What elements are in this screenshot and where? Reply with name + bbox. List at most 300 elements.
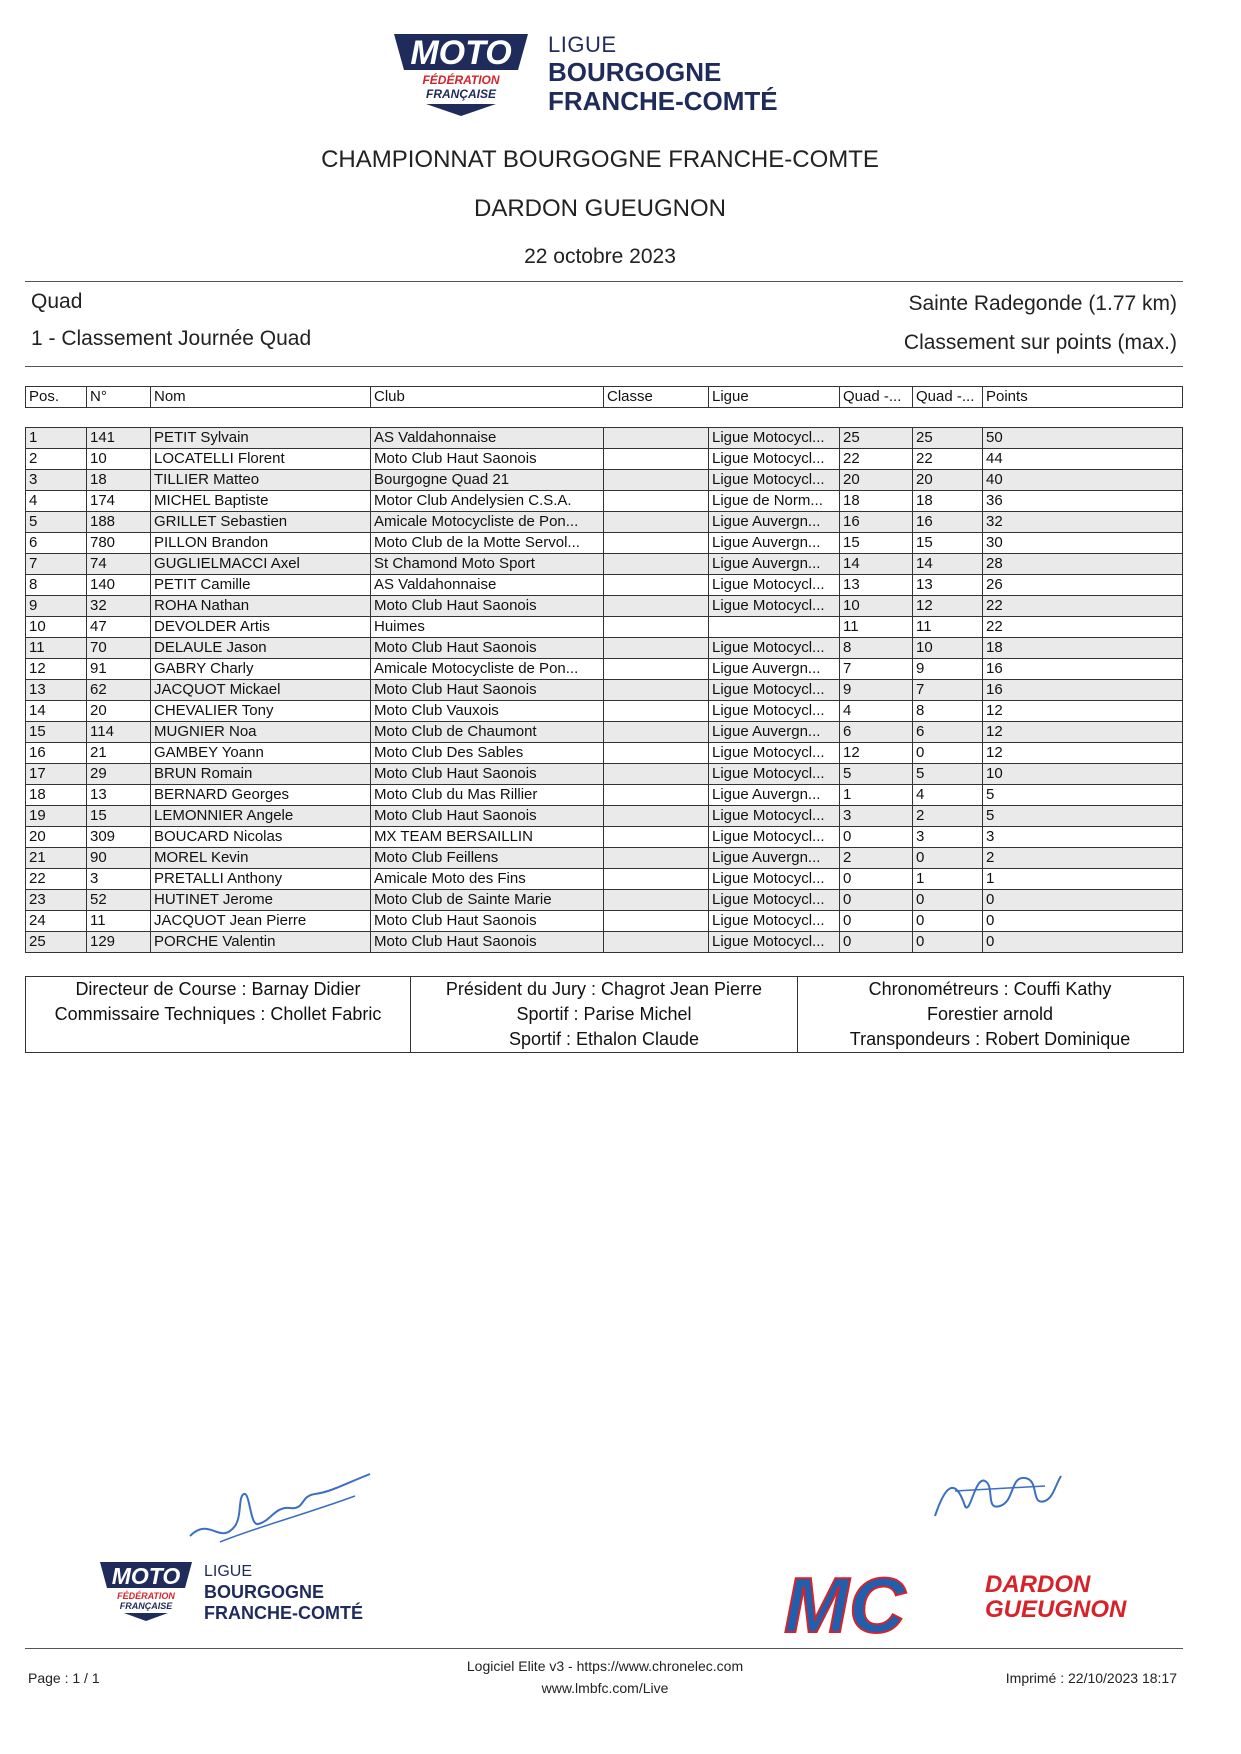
table-cell: 25: [913, 428, 983, 449]
moto-logo-top: [386, 30, 536, 120]
table-cell: 11: [913, 617, 983, 638]
table-cell: Ligue Motocycl...: [709, 449, 840, 470]
table-cell: 16: [840, 512, 913, 533]
table-cell: 16: [913, 512, 983, 533]
table-cell: Amicale Motocycliste de Pon...: [371, 659, 604, 680]
table-cell: 0: [840, 911, 913, 932]
event-title: DARDON GUEUGNON: [473, 195, 726, 222]
table-cell: Moto Club de Chaumont: [371, 722, 604, 743]
table-cell: [604, 764, 709, 785]
table-cell: Ligue Auvergn...: [709, 785, 840, 806]
table-cell: 14: [26, 701, 87, 722]
table-cell: 6: [840, 722, 913, 743]
table-row: [26, 554, 1183, 575]
column-header: Club: [371, 387, 604, 408]
table-cell: 20: [840, 470, 913, 491]
table-cell: 16: [26, 743, 87, 764]
table-cell: [709, 617, 840, 638]
club-name-line1: DARDON: [985, 1571, 1091, 1598]
table-row: [26, 659, 1183, 680]
table-row: [26, 806, 1183, 827]
table-cell: 7: [840, 659, 913, 680]
table-cell: 29: [87, 764, 151, 785]
table-cell: 32: [87, 596, 151, 617]
column-header: Quad -...: [840, 387, 913, 408]
table-row: [26, 827, 1183, 848]
table-cell: 22: [983, 596, 1183, 617]
table-cell: 13: [913, 575, 983, 596]
table-cell: Ligue de Norm...: [709, 491, 840, 512]
table-cell: 15: [840, 533, 913, 554]
table-cell: Moto Club Haut Saonois: [371, 911, 604, 932]
table-cell: 25: [26, 932, 87, 953]
table-cell: 11: [840, 617, 913, 638]
table-cell: 18: [26, 785, 87, 806]
table-cell: 5: [840, 764, 913, 785]
table-cell: 62: [87, 680, 151, 701]
table-row: [26, 575, 1183, 596]
table-cell: 23: [26, 890, 87, 911]
table-cell: 8: [840, 638, 913, 659]
table-cell: Moto Club Haut Saonois: [371, 764, 604, 785]
table-cell: 4: [26, 491, 87, 512]
table-cell: BOUCARD Nicolas: [151, 827, 371, 848]
sport-official-1: Sportif : Parise Michel: [516, 1004, 692, 1024]
table-cell: 25: [840, 428, 913, 449]
table-cell: 1: [26, 428, 87, 449]
table-cell: HUTINET Jerome: [151, 890, 371, 911]
table-cell: Ligue Motocycl...: [709, 869, 840, 890]
table-cell: 5: [913, 764, 983, 785]
table-cell: 141: [87, 428, 151, 449]
table-cell: 5: [983, 785, 1183, 806]
table-cell: St Chamond Moto Sport: [371, 554, 604, 575]
table-cell: 10: [840, 596, 913, 617]
league-bottom-line3: FRANCHE-COMTÉ: [204, 1603, 363, 1623]
svg-text:MOTO: MOTO: [410, 34, 512, 72]
table-row: [26, 869, 1183, 890]
table-cell: [604, 722, 709, 743]
moto-logo-bottom: [96, 1560, 196, 1627]
results-table: [25, 427, 1183, 953]
table-cell: Moto Club de la Motte Servol...: [371, 533, 604, 554]
table-cell: 91: [87, 659, 151, 680]
table-cell: Amicale Motocycliste de Pon...: [371, 512, 604, 533]
table-cell: [604, 743, 709, 764]
table-cell: 780: [87, 533, 151, 554]
table-cell: Moto Club du Mas Rillier: [371, 785, 604, 806]
table-cell: Ligue Motocycl...: [709, 638, 840, 659]
table-cell: 28: [983, 554, 1183, 575]
table-cell: 18: [87, 470, 151, 491]
table-cell: 74: [87, 554, 151, 575]
column-header: Ligue: [709, 387, 840, 408]
table-cell: Moto Club Haut Saonois: [371, 638, 604, 659]
table-cell: 16: [983, 659, 1183, 680]
table-cell: 2: [840, 848, 913, 869]
table-row: [26, 911, 1183, 932]
club-name-line2: GUEUGNON: [985, 1596, 1127, 1624]
table-cell: 0: [983, 890, 1183, 911]
table-cell: AS Valdahonnaise: [371, 575, 604, 596]
table-row: [26, 491, 1183, 512]
table-cell: [604, 701, 709, 722]
svg-text:MOTO: MOTO: [111, 1563, 181, 1589]
table-row: [26, 428, 1183, 449]
software-credit: Logiciel Elite v3 - https://www.chronelec.com: [466, 1658, 744, 1674]
header-divider: [25, 281, 1183, 282]
live-site: www.lmbfc.com/Live: [541, 1680, 669, 1696]
table-cell: [604, 659, 709, 680]
table-cell: [604, 638, 709, 659]
table-row: [26, 722, 1183, 743]
table-cell: 2: [913, 806, 983, 827]
table-cell: 9: [913, 659, 983, 680]
table-row: [26, 890, 1183, 911]
mc-club-logo: [780, 1562, 980, 1647]
table-cell: [604, 911, 709, 932]
table-cell: Ligue Auvergn...: [709, 659, 840, 680]
table-cell: 1: [913, 869, 983, 890]
league-line1: LIGUE: [548, 32, 617, 57]
table-cell: 5: [26, 512, 87, 533]
table-cell: 18: [983, 638, 1183, 659]
ranking-title: 1 - Classement Journée Quad: [31, 327, 312, 350]
table-cell: 13: [26, 680, 87, 701]
table-cell: 0: [840, 869, 913, 890]
technical-commissioner: Commissaire Techniques : Chollet Fabric: [54, 1004, 382, 1024]
table-row: [26, 512, 1183, 533]
table-cell: 40: [983, 470, 1183, 491]
timekeeper-2: Forestier arnold: [926, 1004, 1054, 1024]
table-cell: AS Valdahonnaise: [371, 428, 604, 449]
table-row: [26, 449, 1183, 470]
table-cell: Ligue Motocycl...: [709, 827, 840, 848]
table-cell: Ligue Motocycl...: [709, 596, 840, 617]
table-cell: LEMONNIER Angele: [151, 806, 371, 827]
table-cell: 18: [913, 491, 983, 512]
table-cell: 15: [26, 722, 87, 743]
table-cell: Moto Club Feillens: [371, 848, 604, 869]
table-cell: Ligue Motocycl...: [709, 911, 840, 932]
column-header: Points: [983, 387, 1183, 408]
table-cell: BRUN Romain: [151, 764, 371, 785]
table-cell: 11: [26, 638, 87, 659]
table-cell: Motor Club Andelysien C.S.A.: [371, 491, 604, 512]
table-cell: [604, 932, 709, 953]
table-cell: [604, 554, 709, 575]
table-cell: Ligue Motocycl...: [709, 428, 840, 449]
table-cell: [604, 596, 709, 617]
table-cell: Ligue Auvergn...: [709, 512, 840, 533]
table-cell: Ligue Motocycl...: [709, 890, 840, 911]
print-timestamp: Imprimé : 22/10/2023 18:17: [1005, 1670, 1177, 1686]
table-cell: BERNARD Georges: [151, 785, 371, 806]
signature-right: [925, 1456, 1065, 1541]
table-cell: 13: [840, 575, 913, 596]
signature-left: [180, 1456, 380, 1561]
officials-col-2: [410, 977, 798, 1052]
table-cell: 22: [26, 869, 87, 890]
table-cell: 8: [26, 575, 87, 596]
table-cell: Moto Club Haut Saonois: [371, 806, 604, 827]
championship-title: CHAMPIONNAT BOURGOGNE FRANCHE-COMTE: [321, 146, 879, 173]
ranking-type: Classement sur points (max.): [903, 331, 1177, 354]
officials-box: [25, 976, 1184, 1053]
table-cell: 0: [983, 911, 1183, 932]
table-cell: [604, 785, 709, 806]
table-cell: 129: [87, 932, 151, 953]
table-cell: 12: [983, 743, 1183, 764]
table-cell: 22: [983, 617, 1183, 638]
table-cell: [604, 449, 709, 470]
table-cell: [604, 575, 709, 596]
svg-text:FRANÇAISE: FRANÇAISE: [425, 87, 497, 101]
table-cell: [604, 827, 709, 848]
table-cell: 22: [913, 449, 983, 470]
table-cell: 4: [840, 701, 913, 722]
table-cell: 2: [983, 848, 1183, 869]
league-name-top: [548, 34, 778, 114]
table-cell: 20: [913, 470, 983, 491]
table-cell: 11: [87, 911, 151, 932]
table-cell: 140: [87, 575, 151, 596]
table-cell: 2: [26, 449, 87, 470]
table-cell: Moto Club Haut Saonois: [371, 596, 604, 617]
table-cell: 0: [913, 848, 983, 869]
table-cell: [604, 491, 709, 512]
league-name-bottom: [204, 1564, 363, 1622]
table-cell: [604, 470, 709, 491]
table-cell: 21: [87, 743, 151, 764]
table-cell: 1: [983, 869, 1183, 890]
table-cell: 0: [840, 890, 913, 911]
table-cell: Ligue Auvergn...: [709, 554, 840, 575]
table-cell: 114: [87, 722, 151, 743]
svg-text:FÉDÉRATION: FÉDÉRATION: [422, 73, 500, 87]
table-cell: 36: [983, 491, 1183, 512]
table-cell: [604, 806, 709, 827]
table-cell: 0: [913, 890, 983, 911]
table-cell: 20: [26, 827, 87, 848]
table-cell: 8: [913, 701, 983, 722]
sport-official-2: Sportif : Ethalon Claude: [508, 1029, 700, 1049]
table-cell: Ligue Motocycl...: [709, 743, 840, 764]
table-row: [26, 596, 1183, 617]
table-cell: Ligue Motocycl...: [709, 764, 840, 785]
table-cell: 24: [26, 911, 87, 932]
table-cell: Moto Club de Sainte Marie: [371, 890, 604, 911]
table-cell: 50: [983, 428, 1183, 449]
table-cell: 14: [913, 554, 983, 575]
table-cell: 5: [983, 806, 1183, 827]
page-number: Page : 1 / 1: [28, 1670, 100, 1686]
svg-text:FRANÇAISE: FRANÇAISE: [119, 1601, 173, 1611]
table-cell: GABRY Charly: [151, 659, 371, 680]
column-header: Nom: [151, 387, 371, 408]
table-cell: MICHEL Baptiste: [151, 491, 371, 512]
officials-col-1: [26, 977, 410, 1052]
table-cell: [604, 680, 709, 701]
table-cell: [604, 428, 709, 449]
table-cell: Moto Club Vauxois: [371, 701, 604, 722]
table-cell: JACQUOT Jean Pierre: [151, 911, 371, 932]
table-cell: Moto Club Haut Saonois: [371, 680, 604, 701]
table-cell: 12: [26, 659, 87, 680]
svg-text:MC: MC: [784, 1562, 906, 1642]
table-row: [26, 743, 1183, 764]
table-cell: Ligue Motocycl...: [709, 575, 840, 596]
table-cell: JACQUOT Mickael: [151, 680, 371, 701]
table-cell: 22: [840, 449, 913, 470]
table-cell: [604, 617, 709, 638]
league-line2: BOURGOGNE: [548, 57, 722, 87]
footer-divider: [25, 1648, 1183, 1649]
table-cell: 188: [87, 512, 151, 533]
table-cell: 7: [913, 680, 983, 701]
table-row: [26, 533, 1183, 554]
table-cell: [604, 869, 709, 890]
table-cell: 30: [983, 533, 1183, 554]
table-row: [26, 680, 1183, 701]
table-cell: DELAULE Jason: [151, 638, 371, 659]
table-cell: 174: [87, 491, 151, 512]
table-cell: 10: [26, 617, 87, 638]
table-cell: 19: [26, 806, 87, 827]
table-cell: PETIT Sylvain: [151, 428, 371, 449]
table-cell: GUGLIELMACCI Axel: [151, 554, 371, 575]
table-cell: Ligue Motocycl...: [709, 701, 840, 722]
table-cell: TILLIER Matteo: [151, 470, 371, 491]
table-cell: 6: [913, 722, 983, 743]
league-bottom-line1: LIGUE: [204, 1563, 253, 1580]
table-cell: [604, 890, 709, 911]
table-row: [26, 932, 1183, 953]
table-cell: CHEVALIER Tony: [151, 701, 371, 722]
table-cell: 52: [87, 890, 151, 911]
table-cell: 20: [87, 701, 151, 722]
table-cell: [604, 848, 709, 869]
table-cell: 12: [983, 701, 1183, 722]
table-cell: 0: [983, 932, 1183, 953]
table-cell: PORCHE Valentin: [151, 932, 371, 953]
table-cell: 0: [913, 743, 983, 764]
table-cell: 7: [26, 554, 87, 575]
table-cell: 15: [87, 806, 151, 827]
table-cell: 3: [913, 827, 983, 848]
table-cell: 14: [840, 554, 913, 575]
svg-text:FÉDÉRATION: FÉDÉRATION: [117, 1591, 175, 1601]
table-row: [26, 638, 1183, 659]
column-header: Pos.: [26, 387, 87, 408]
meta-divider: [25, 366, 1183, 367]
league-line3: FRANCHE-COMTÉ: [548, 86, 778, 116]
table-cell: 10: [913, 638, 983, 659]
table-cell: [604, 533, 709, 554]
table-cell: Bourgogne Quad 21: [371, 470, 604, 491]
table-cell: Ligue Auvergn...: [709, 722, 840, 743]
table-cell: Huimes: [371, 617, 604, 638]
table-cell: Ligue Auvergn...: [709, 533, 840, 554]
table-cell: 90: [87, 848, 151, 869]
table-row: [26, 764, 1183, 785]
table-cell: [604, 512, 709, 533]
table-cell: 12: [913, 596, 983, 617]
table-cell: MUGNIER Noa: [151, 722, 371, 743]
table-cell: 16: [983, 680, 1183, 701]
column-header: Quad -...: [913, 387, 983, 408]
table-row: [26, 617, 1183, 638]
table-row: [26, 701, 1183, 722]
table-cell: 13: [87, 785, 151, 806]
table-cell: GRILLET Sebastien: [151, 512, 371, 533]
table-cell: Ligue Motocycl...: [709, 806, 840, 827]
table-cell: 309: [87, 827, 151, 848]
table-cell: 44: [983, 449, 1183, 470]
transponders: Transpondeurs : Robert Dominique: [849, 1029, 1131, 1049]
table-cell: 1: [840, 785, 913, 806]
table-cell: Ligue Motocycl...: [709, 470, 840, 491]
jury-president: Président du Jury : Chagrot Jean Pierre: [445, 979, 763, 999]
table-cell: GAMBEY Yoann: [151, 743, 371, 764]
table-cell: 32: [983, 512, 1183, 533]
table-cell: ROHA Nathan: [151, 596, 371, 617]
table-cell: DEVOLDER Artis: [151, 617, 371, 638]
column-header: Classe: [604, 387, 709, 408]
race-director: Directeur de Course : Barnay Didier: [75, 979, 361, 999]
table-cell: 3: [983, 827, 1183, 848]
table-cell: 3: [26, 470, 87, 491]
club-name: [985, 1572, 1126, 1622]
table-cell: Ligue Auvergn...: [709, 848, 840, 869]
table-cell: PILLON Brandon: [151, 533, 371, 554]
table-cell: 0: [913, 911, 983, 932]
officials-col-3: [797, 977, 1183, 1052]
timekeepers: Chronométreurs : Couffi Kathy: [868, 979, 1112, 999]
table-cell: 70: [87, 638, 151, 659]
table-cell: 26: [983, 575, 1183, 596]
table-cell: 0: [840, 932, 913, 953]
table-cell: 10: [87, 449, 151, 470]
table-cell: 10: [983, 764, 1183, 785]
table-cell: MOREL Kevin: [151, 848, 371, 869]
table-cell: 9: [26, 596, 87, 617]
column-headers: [26, 387, 1183, 408]
table-cell: Moto Club Haut Saonois: [371, 932, 604, 953]
table-row: [26, 470, 1183, 491]
table-row: [26, 848, 1183, 869]
table-cell: 15: [913, 533, 983, 554]
table-cell: 18: [840, 491, 913, 512]
table-cell: Ligue Motocycl...: [709, 680, 840, 701]
column-header: N°: [87, 387, 151, 408]
table-cell: 47: [87, 617, 151, 638]
table-cell: MX TEAM BERSAILLIN: [371, 827, 604, 848]
table-cell: 0: [913, 932, 983, 953]
table-cell: Amicale Moto des Fins: [371, 869, 604, 890]
category-label: Quad: [31, 290, 83, 313]
table-cell: Ligue Motocycl...: [709, 932, 840, 953]
table-cell: Moto Club Haut Saonois: [371, 449, 604, 470]
table-cell: Moto Club Des Sables: [371, 743, 604, 764]
table-cell: LOCATELLI Florent: [151, 449, 371, 470]
table-cell: 3: [840, 806, 913, 827]
table-row: [26, 785, 1183, 806]
table-cell: 3: [87, 869, 151, 890]
table-cell: 9: [840, 680, 913, 701]
table-cell: 12: [983, 722, 1183, 743]
league-bottom-line2: BOURGOGNE: [204, 1582, 325, 1602]
